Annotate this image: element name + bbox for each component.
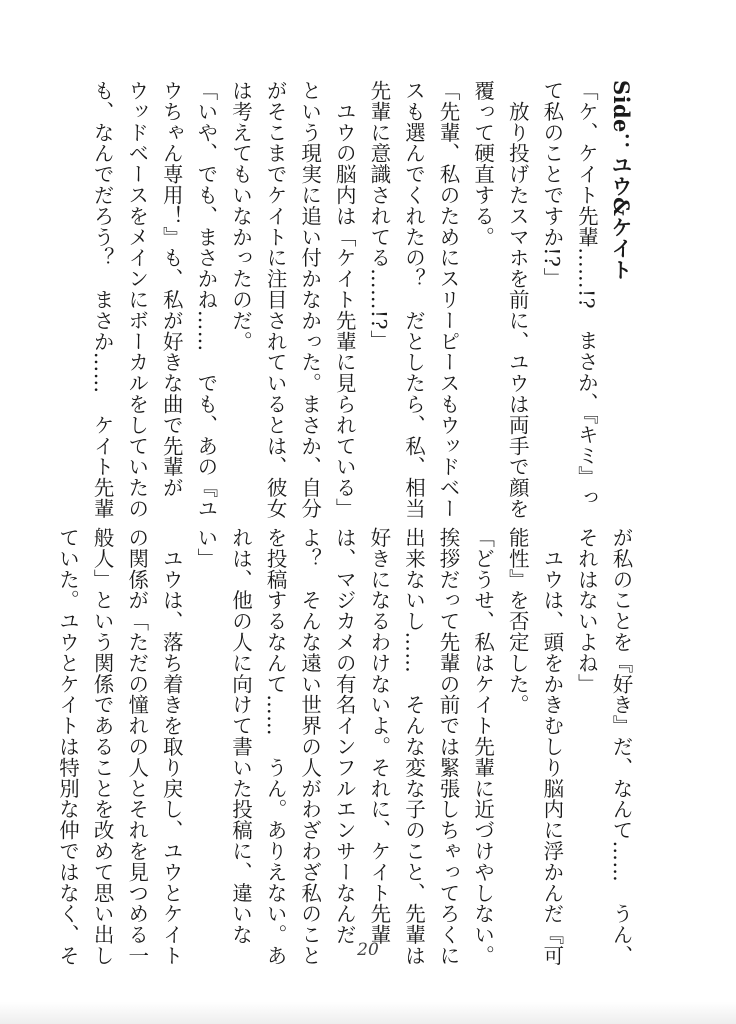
text-line: の関係が「ただの憧れの人とそれを見つめる一 <box>124 527 149 966</box>
page-number: 20 <box>357 940 379 960</box>
text-line: 「ケ、ケイト先輩……!? まさか、『キミ』っ <box>574 80 599 508</box>
text-line: 挨拶だって先輩の前では緊張しちゃってろくに <box>436 527 461 966</box>
text-line: ユウは、頭をかきむしり脳内に浮かんだ『可 <box>539 527 564 966</box>
text-line: が私のことを『好き』だ、なんて…… うん、 <box>609 527 633 966</box>
text-line: がそこまでケイトに注目されているとは、彼女 <box>263 80 288 519</box>
text-line: という現実に追い付かなかった。まさか、自分 <box>297 80 322 519</box>
text-line: それはないよね」 <box>574 527 599 695</box>
page-bottom-shade <box>0 1002 736 1024</box>
text-line: スも選んでくれたの？ だとしたら、私、相当 <box>401 80 426 519</box>
text-line: ユウの脳内は「ケイト先輩に見られている」 <box>332 80 357 519</box>
text-line: て私のことですか!?」 <box>539 80 564 289</box>
text-line: い」 <box>193 527 218 569</box>
text-line: 「先輩、私のためにスリーピースもウッドベー <box>436 80 461 519</box>
text-line: ユウは、落ち着きを取り戻し、ユウとケイト <box>159 527 184 966</box>
text-line: 覆って硬直する。 <box>470 80 495 248</box>
text-line: は、マジカメの有名インフルエンサーなんだ <box>332 527 357 945</box>
text-line: ウちゃん専用！』も、私が好きな曲で先輩が <box>159 80 184 498</box>
text-line: ウッドベースをメインにボーカルをしていたの <box>124 80 149 519</box>
text-line: は考えてもいなかったのだ。 <box>228 80 253 352</box>
text-line: 先輩に意識されてる……!?」 <box>366 80 391 351</box>
text-line: 「どうせ、私はケイト先輩に近づけやしない。 <box>470 527 495 966</box>
chapter-title: Side：ユウ&ケイト <box>609 80 634 281</box>
text-line: 放り投げたスマホを前に、ユウは両手で顔を <box>505 80 530 519</box>
text-line: ていた。ユウとケイトは特別な仲ではなく、そ <box>55 527 80 966</box>
text-line: 「いや、でも、まさかね…… でも、あの『ユ <box>193 80 218 519</box>
text-line: を投稿するなんて…… うん。ありえない。あ <box>263 527 288 966</box>
text-line: 般人」という関係であることを改めて思い出し <box>90 527 115 966</box>
text-line: も、なんでだろう？ まさか…… ケイト先輩 <box>90 80 115 519</box>
text-line: 出来ないし…… そんな変な子のこと、先輩は <box>401 527 426 966</box>
text-line: 能性』を否定した。 <box>505 527 530 716</box>
upper-text-block <box>85 80 639 519</box>
text-line: れは、他の人に向けて書いた投稿に、違いな <box>228 527 253 945</box>
text-line: よ？ そんな遠い世界の人がわざわざ私のこと <box>297 527 322 966</box>
text-line: 好きになるわけないよ。それに、ケイト先輩 <box>366 527 391 945</box>
